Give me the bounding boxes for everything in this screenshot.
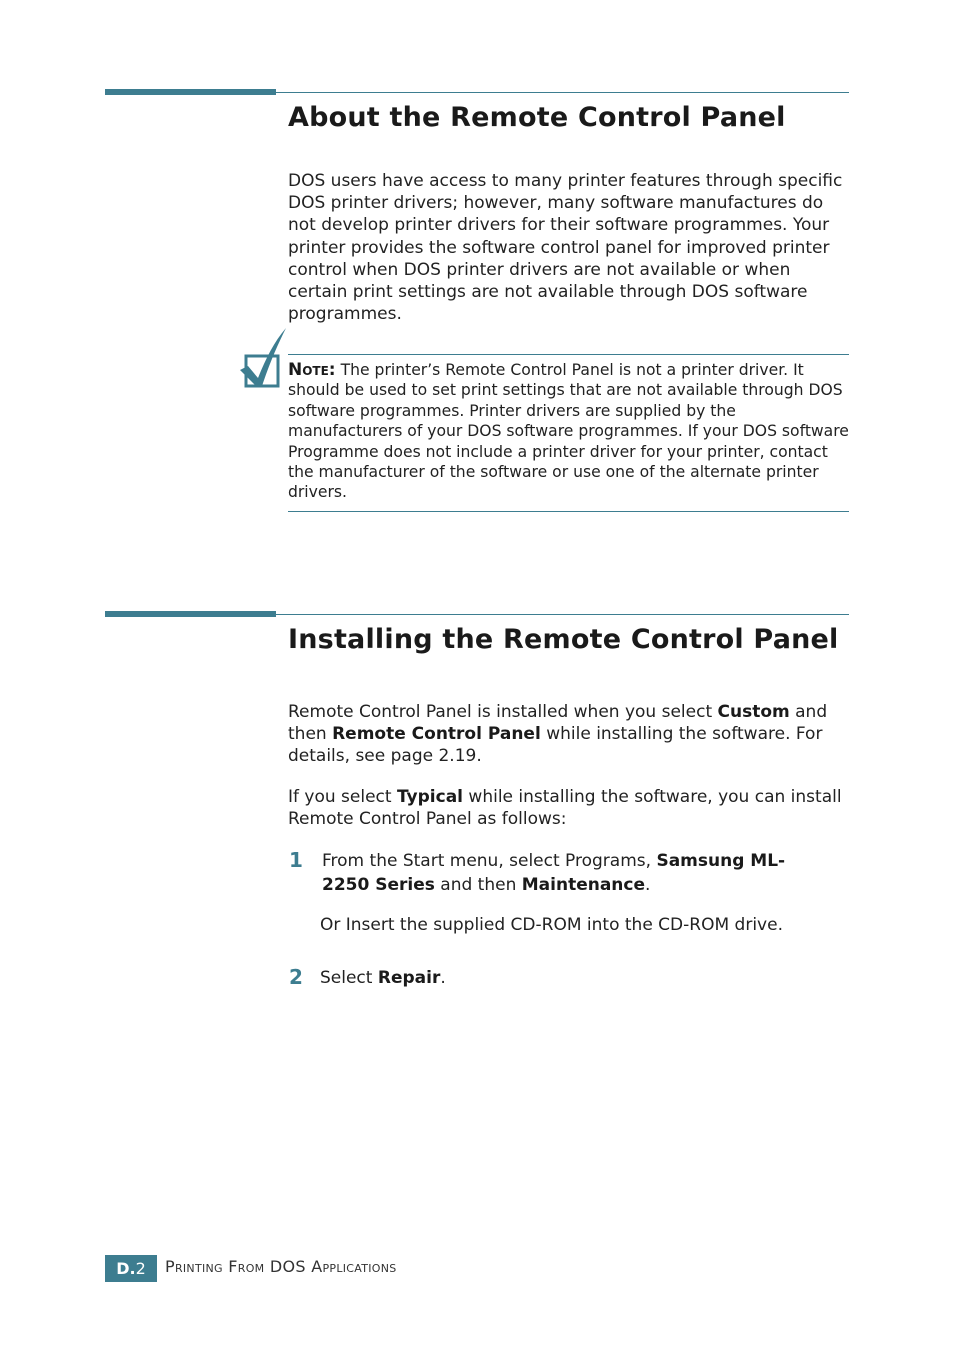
section-rule-thin [276,614,849,615]
section-rule-thin [276,92,849,93]
about-paragraph: DOS users have access to many printer features through specific DOS printer drivers; however, many software manufactures do not develop printer drivers for their software programmes. Your printer provides the software control panel for improved printer control when DOS printer drivers are not available or when certain print settings are not available through DOS software programmes. [288,171,843,325]
step-2-text [320,966,820,990]
note-label: Note: [288,360,336,380]
footer-chapter-title: Printing From DOS Applications [165,1257,397,1276]
bold-typical: Typical [396,787,464,807]
text-run: Select [320,968,378,988]
bold-repair: Repair [377,968,441,988]
section-rule-thick [105,611,276,617]
note-top-rule [288,354,849,355]
page-number: 2 [135,1259,146,1278]
bold-samsung-series: Samsung ML-2250 Series [322,851,786,895]
step-1-alternative: Or Insert the supplied CD-ROM into the CD-ROM drive. [320,915,783,935]
note-bottom-rule [288,511,849,512]
note-block [288,360,850,503]
section-rule-thick [105,89,276,95]
text-run: while installing the software. For details, see page 2.19. [288,724,823,767]
text-run: while installing the software, you can install Remote Control Panel as follows: [288,787,842,830]
checkmark-note-icon [236,326,290,390]
text-run: Remote Control Panel is installed when you select [288,702,718,722]
text-run: and then [434,875,522,895]
section-title-installing: Installing the Remote Control Panel [288,624,839,655]
text-run: If you select [288,787,397,807]
bold-maintenance: Maintenance [521,875,646,895]
bold-remote-control-panel: Remote Control Panel [332,724,541,745]
bold-custom: Custom [717,702,790,722]
text-run: . [645,875,651,895]
page-number-badge [105,1255,157,1282]
chapter-label: D. [116,1259,136,1278]
note-text: The printer’s Remote Control Panel is not a printer driver. It should be used to set print settings that are not available through DOS software programmes. Printer drivers are supplied by the manufacturers of your DOS software programmes. If your DOS software Programme does not include a printer driver for your printer, contact the manufacturer of the software or use one of the alternate printer drivers. [288,361,849,502]
text-run: From the Start menu, select Programs, [322,851,657,871]
step-number-1: 1 [289,848,303,872]
text-run: . [440,968,446,988]
install-paragraph-2 [288,786,850,830]
text-run: and then [288,702,828,745]
step-1-text [322,849,812,897]
step-number-2: 2 [289,965,303,989]
section-title-about: About the Remote Control Panel [288,102,786,133]
install-paragraph-1 [288,701,850,768]
